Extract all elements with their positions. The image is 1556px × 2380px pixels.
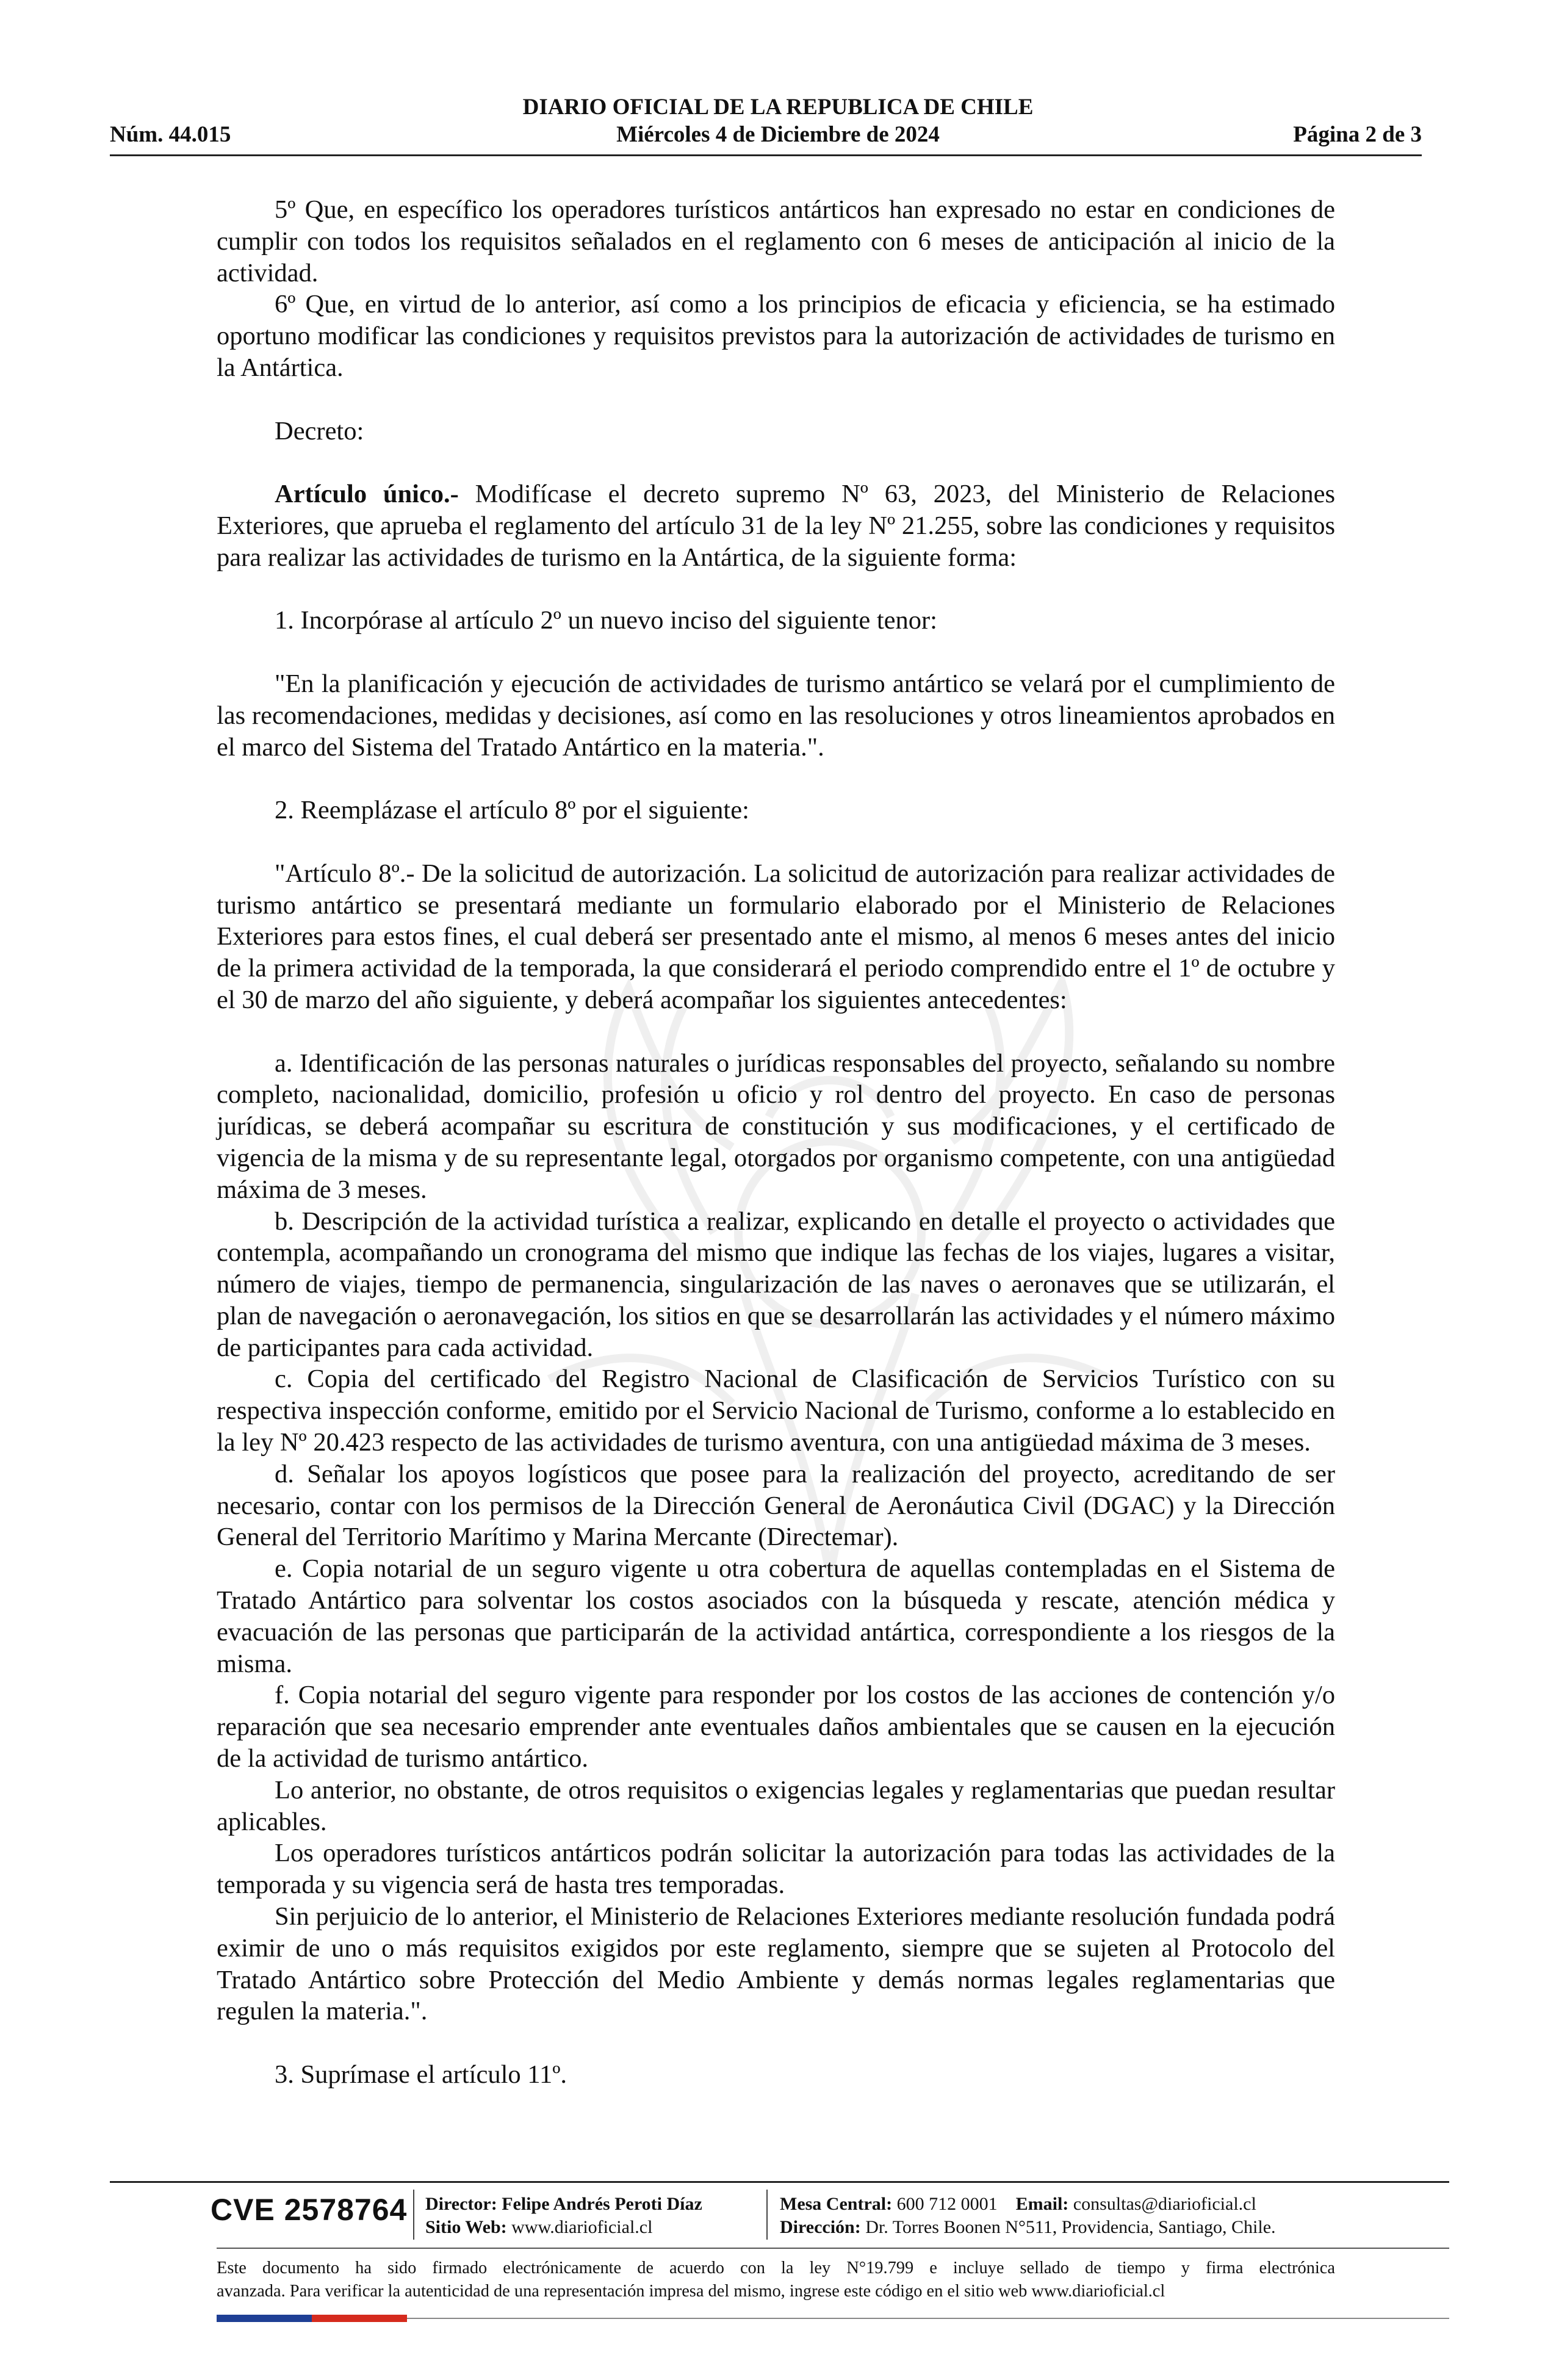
legal-notice	[217, 2257, 1335, 2303]
legal-notice-line-1: Este documento ha sido firmado electrónicamente de acuerdo con la ley N°19.799 e incluye sellado de tiempo y firma electrónica	[217, 2259, 1335, 2277]
footer-separator	[766, 2190, 768, 2240]
paragraph-operadores: Los operadores turísticos antárticos podrán solicitar la autorización para todas las actividades de la temporada y su vigencia será de hasta tres temporadas.	[217, 1839, 1335, 1900]
paragraph-considerando-5: 5º Que, en específico los operadores turísticos antárticos han expresado no estar en condiciones de cumplir con todos los requisitos señalados en el reglamento con 6 meses de anticipación al inicio de la actividad.	[217, 195, 1335, 287]
header-divider	[110, 154, 1422, 156]
item-2: 2. Reemplázase el artículo 8º por el siguiente:	[275, 796, 749, 825]
paragraph-considerando-6: 6º Que, en virtud de lo anterior, así como a los principios de eficacia y eficiencia, se ha estimado oportuno modificar las condiciones y requisitos previstos para la autorización de actividades de turismo en la Antártica.	[217, 290, 1335, 382]
flag-red-band	[312, 2315, 407, 2322]
contact-line	[780, 2193, 1276, 2216]
item-3: 3. Suprímase el artículo 11º.	[275, 2060, 567, 2090]
cve-code: CVE 2578764	[211, 2193, 408, 2227]
requisito-f: f. Copia notarial del seguro vigente para responder por los costos de las acciones de contención y/o reparación que sea necesario emprender ante eventuales daños ambientales que se causen en la ejecución de la actividad de turismo antártico.	[217, 1681, 1335, 1773]
director-label: Director:	[425, 2194, 497, 2214]
footer-divider-middle	[217, 2248, 1449, 2249]
address-line	[780, 2216, 1276, 2239]
flag-blue-band	[217, 2315, 312, 2322]
publication-date: Miércoles 4 de Diciembre de 2024	[616, 122, 940, 147]
footer-director-block	[425, 2193, 702, 2239]
director-line	[425, 2193, 702, 2216]
address-value: Dr. Torres Boonen N°511, Providencia, Santiago, Chile.	[865, 2217, 1276, 2237]
footer-separator	[413, 2190, 414, 2240]
requisito-c: c. Copia del certificado del Registro Nacional de Clasificación de Servicios Turístico con su respectiva inspección conforme, emitido por el Servicio Nacional de Turismo, conforme a lo establecido en la ley Nº 20.423 respecto de las actividades de turismo aventura, con una antigüedad máxima de 3 meses.	[217, 1365, 1335, 1457]
page-number: Página 2 de 3	[1293, 122, 1422, 147]
paragraph-lo-anterior: Lo anterior, no obstante, de otros requisitos o exigencias legales y reglamentarias que puedan resultar aplicables.	[217, 1775, 1335, 1836]
address-label: Dirección:	[780, 2217, 861, 2237]
footer-contact-block	[780, 2193, 1276, 2239]
website-link[interactable]: www.diarioficial.cl	[511, 2217, 653, 2237]
articulo-unico-paragraph	[217, 478, 1335, 573]
legal-notice-line-2: avanzada. Para verificar la autenticidad de una representación impresa del mismo, ingrese este código en el sitio web www.diarioficial.cl	[217, 2282, 1165, 2301]
footer-divider-top	[110, 2181, 1449, 2183]
paragraph-sin-perjuicio: Sin perjuicio de lo anterior, el Ministerio de Relaciones Exteriores mediante resolución fundada podrá eximir de uno o más requisitos exigidos por este reglamento, siempre que se sujeten al Protocolo del Tratado Antártico sobre Protección del Medio Ambiente y demás normas legales reglamentarias que regulen la materia.".	[217, 1902, 1335, 2026]
requisito-e: e. Copia notarial de un seguro vigente u otra cobertura de aquellas contempladas en el Sistema de Tratado Antártico para solventar los costos asociados con la búsqueda y rescate, atención médica y evacuación de las personas que participarán de la actividad antártica, correspondiente a los riesgos de la misma.	[217, 1554, 1335, 1678]
articulo-unico-text: Modifícase el decreto supremo Nº 63, 2023, del Ministerio de Relaciones Exteriores, que aprueba el reglamento del artículo 31 de la ley Nº 21.255, sobre las condiciones y requisitos para realizar las actividades de turismo en la Antártica, de la siguiente forma:	[217, 480, 1335, 572]
requisito-a: a. Identificación de las personas naturales o jurídicas responsables del proyecto, señalando su nombre completo, nacionalidad, domicilio, profesión u oficio y rol dentro del proyecto. En caso de personas jurídicas, se deberá acompañar su escritura de constitución y sus modificaciones, y el certificado de vigencia de la misma y de su representante legal, otorgados por organismo competente, con una antigüedad máxima de 3 meses.	[217, 1048, 1335, 1204]
email-link[interactable]: consultas@diarioficial.cl	[1073, 2194, 1256, 2214]
item-1: 1. Incorpórase al artículo 2º un nuevo inciso del siguiente tenor:	[275, 606, 937, 635]
website-line	[425, 2216, 702, 2239]
website-label: Sitio Web:	[425, 2217, 507, 2237]
director-name: Felipe Andrés Peroti Díaz	[502, 2194, 702, 2214]
articulo-8-text: "Artículo 8º.- De la solicitud de autorización. La solicitud de autorización para realizar actividades de turismo antártico se presentará mediante un formulario elaborado por el Ministerio de Relaciones Exteriores para estos fines, el cual deberá ser presentado ante el mismo, al menos 6 meses antes del inicio de la primera actividad de la temporada, la que considerará el periodo comprendido entre el 1º de octubre y el 30 de marzo del año siguiente, y deberá acompañar los siguientes antecedentes:	[217, 859, 1335, 1014]
issue-number: Núm. 44.015	[110, 122, 231, 147]
mesa-central-label: Mesa Central:	[780, 2194, 893, 2214]
chile-flag-stripe	[217, 2315, 407, 2322]
document-body	[217, 194, 1335, 2091]
requisito-d: d. Señalar los apoyos logísticos que posee para la realización del proyecto, acreditando de ser necesario, contar con los permisos de la Dirección General de Aeronáutica Civil (DGAC) y la Dirección General del Territorio Marítimo y Marina Mercante (Directemar).	[217, 1459, 1335, 1552]
mesa-central-phone: 600 712 0001	[896, 2194, 998, 2214]
requisito-b: b. Descripción de la actividad turística a realizar, explicando en detalle el proyecto o actividades que contempla, acompañando un cronograma del mismo que indique las fechas de los viajes, lugares a visitar, número de viajes, tiempo de permanencia, singularización de las naves o aeronaves que se utilizarán, el plan de navegación o aeronavegación, los sitios en que se desarrollarán las actividades y el número máximo de participantes para cada actividad.	[217, 1206, 1335, 1362]
email-label: Email:	[1015, 2194, 1069, 2214]
quote-inciso-articulo-2: "En la planificación y ejecución de actividades de turismo antártico se velará por el cumplimiento de las recomendaciones, medidas y decisiones, así como en las resoluciones y otros lineamientos aprobados en el marco del Sistema del Tratado Antártico en la materia.".	[217, 669, 1335, 762]
decreto-heading: Decreto:	[275, 416, 364, 445]
newspaper-title: DIARIO OFICIAL DE LA REPUBLICA DE CHILE	[522, 95, 1034, 120]
footer-divider-bottom	[407, 2318, 1449, 2319]
articulo-unico-label: Artículo único.-	[275, 480, 459, 509]
